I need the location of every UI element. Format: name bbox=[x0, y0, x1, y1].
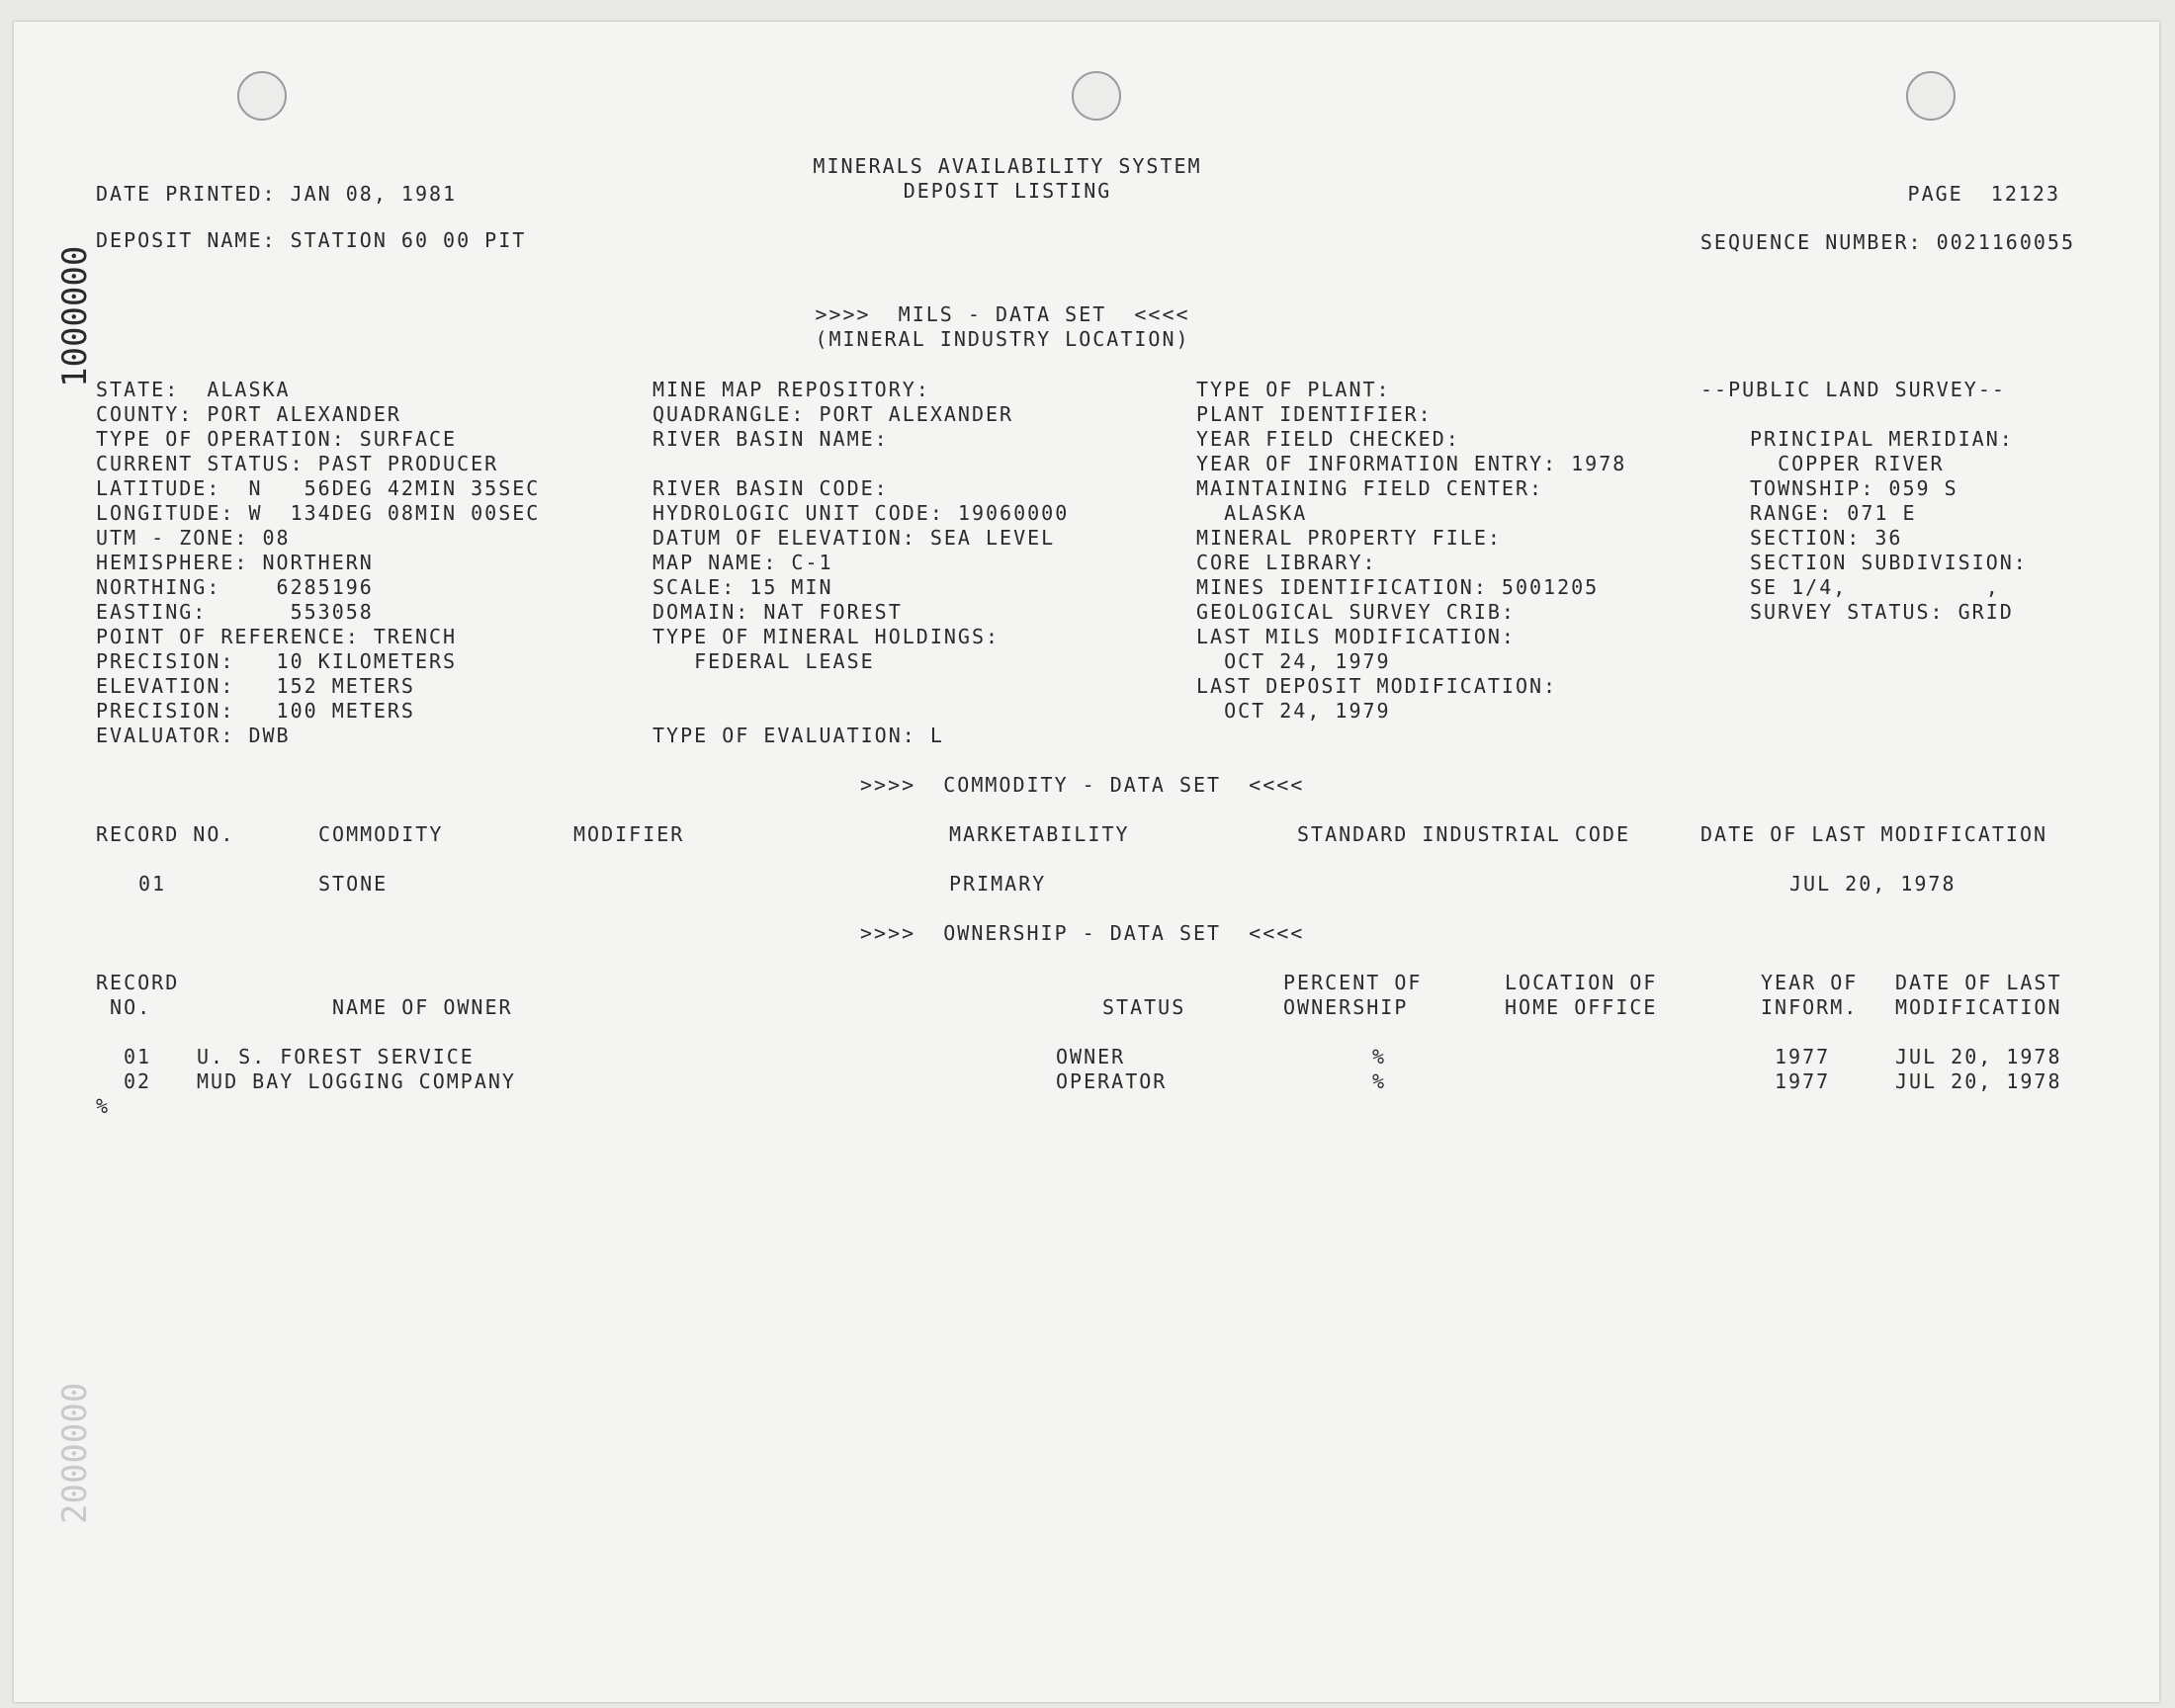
ownership-status: OPERATOR bbox=[1056, 1069, 1168, 1093]
public-land-survey-heading: --PUBLIC LAND SURVEY-- bbox=[1700, 378, 2006, 401]
mils-field: OCT 24, 1979 bbox=[1196, 699, 1391, 723]
ownership-heading: >>>> OWNERSHIP - DATA SET <<<< bbox=[860, 921, 1305, 945]
mils-heading: >>>> MILS - DATA SET <<<< bbox=[815, 302, 1190, 326]
plss-field: SE 1/4, , bbox=[1750, 575, 2000, 599]
end-of-record-marker: % bbox=[96, 1094, 111, 1118]
mils-field: DOMAIN: NAT FOREST bbox=[652, 600, 903, 624]
mils-subheading: (MINERAL INDUSTRY LOCATION) bbox=[815, 327, 1190, 351]
mils-field: PRECISION: 100 METERS bbox=[96, 699, 415, 723]
ownership-col-location: LOCATION OF HOME OFFICE bbox=[1505, 971, 1658, 1019]
ownership-year: 1977 bbox=[1775, 1045, 1831, 1068]
ownership-date: JUL 20, 1978 bbox=[1895, 1045, 2062, 1068]
mils-field: CURRENT STATUS: PAST PRODUCER bbox=[96, 452, 499, 475]
ownership-percent: % bbox=[1372, 1045, 1387, 1068]
filmstrip-number-top: 1000000 bbox=[55, 245, 95, 387]
mils-field: GEOLOGICAL SURVEY CRIB: bbox=[1196, 600, 1516, 624]
mils-field: MAINTAINING FIELD CENTER: bbox=[1196, 476, 1544, 500]
binder-hole-right bbox=[1906, 71, 1956, 121]
ownership-name: MUD BAY LOGGING COMPANY bbox=[197, 1069, 516, 1093]
binder-hole-center bbox=[1072, 71, 1121, 121]
mils-field: UTM - ZONE: 08 bbox=[96, 526, 291, 550]
mils-field: LONGITUDE: W 134DEG 08MIN 00SEC bbox=[96, 501, 541, 525]
ownership-col-status: STATUS bbox=[1102, 995, 1186, 1019]
binder-hole-left bbox=[237, 71, 287, 121]
plss-field: SECTION: 36 bbox=[1750, 526, 1903, 550]
mils-field: FEDERAL LEASE bbox=[652, 649, 875, 673]
commodity-date: JUL 20, 1978 bbox=[1789, 872, 1957, 896]
mils-field: MINE MAP REPOSITORY: bbox=[652, 378, 930, 401]
ownership-col-date: DATE OF LAST MODIFICATION bbox=[1895, 971, 2062, 1019]
mils-field: LATITUDE: N 56DEG 42MIN 35SEC bbox=[96, 476, 541, 500]
mils-field: LAST MILS MODIFICATION: bbox=[1196, 625, 1516, 648]
mils-field: YEAR OF INFORMATION ENTRY: 1978 bbox=[1196, 452, 1627, 475]
mils-field: POINT OF REFERENCE: TRENCH bbox=[96, 625, 458, 648]
mils-field: TYPE OF OPERATION: SURFACE bbox=[96, 427, 458, 451]
commodity-col-sic: STANDARD INDUSTRIAL CODE bbox=[1297, 822, 1630, 846]
ownership-record: 01 bbox=[124, 1045, 152, 1068]
mils-field: MINERAL PROPERTY FILE: bbox=[1196, 526, 1502, 550]
commodity-name: STONE bbox=[318, 872, 389, 896]
mils-field: HEMISPHERE: NORTHERN bbox=[96, 551, 374, 574]
commodity-record: 01 bbox=[138, 872, 167, 896]
mils-field: DATUM OF ELEVATION: SEA LEVEL bbox=[652, 526, 1056, 550]
mils-field: TYPE OF EVALUATION: L bbox=[652, 724, 944, 747]
commodity-marketability: PRIMARY bbox=[949, 872, 1047, 896]
commodity-col-modifier: MODIFIER bbox=[573, 822, 685, 846]
filmstrip-number-bottom: 2000000 bbox=[55, 1382, 95, 1524]
ownership-status: OWNER bbox=[1056, 1045, 1126, 1068]
ownership-name: U. S. FOREST SERVICE bbox=[197, 1045, 475, 1068]
mils-field: PRECISION: 10 KILOMETERS bbox=[96, 649, 458, 673]
plss-field: TOWNSHIP: 059 S bbox=[1750, 476, 1958, 500]
plss-field: PRINCIPAL MERIDIAN: bbox=[1750, 427, 2014, 451]
mils-field: EVALUATOR: DWB bbox=[96, 724, 291, 747]
mils-field: QUADRANGLE: PORT ALEXANDER bbox=[652, 402, 1014, 426]
sequence-number: SEQUENCE NUMBER: 0021160055 bbox=[1699, 230, 2075, 254]
mils-field: HYDROLOGIC UNIT CODE: 19060000 bbox=[652, 501, 1070, 525]
ownership-percent: % bbox=[1372, 1069, 1387, 1093]
deposit-name: DEPOSIT NAME: STATION 60 00 PIT bbox=[96, 228, 527, 252]
mils-field: ELEVATION: 152 METERS bbox=[96, 674, 415, 698]
commodity-col-record: RECORD NO. bbox=[96, 822, 235, 846]
report-subtitle: DEPOSIT LISTING bbox=[903, 179, 1112, 203]
mils-field: NORTHING: 6285196 bbox=[96, 575, 374, 599]
ownership-col-year: YEAR OF INFORM. bbox=[1761, 971, 1859, 1019]
ownership-record: 02 bbox=[124, 1069, 152, 1093]
printout-sheet bbox=[14, 22, 2159, 1702]
mils-field: COUNTY: PORT ALEXANDER bbox=[96, 402, 401, 426]
mils-field: TYPE OF MINERAL HOLDINGS: bbox=[652, 625, 1000, 648]
mils-field: RIVER BASIN NAME: bbox=[652, 427, 889, 451]
commodity-col-commodity: COMMODITY bbox=[318, 822, 444, 846]
commodity-heading: >>>> COMMODITY - DATA SET <<<< bbox=[860, 773, 1305, 797]
commodity-col-marketability: MARKETABILITY bbox=[949, 822, 1130, 846]
mils-field: LAST DEPOSIT MODIFICATION: bbox=[1196, 674, 1558, 698]
mils-field: YEAR FIELD CHECKED: bbox=[1196, 427, 1460, 451]
date-printed: DATE PRINTED: JAN 08, 1981 bbox=[96, 182, 458, 206]
page-number: PAGE 12123 bbox=[1907, 182, 2060, 206]
mils-field: ALASKA bbox=[1196, 501, 1308, 525]
mils-field: SCALE: 15 MIN bbox=[652, 575, 833, 599]
plss-field: SECTION SUBDIVISION: bbox=[1750, 551, 2028, 574]
report-title: MINERALS AVAILABILITY SYSTEM bbox=[813, 154, 1202, 178]
commodity-col-date: DATE OF LAST MODIFICATION bbox=[1700, 822, 2048, 846]
mils-field: MINES IDENTIFICATION: 5001205 bbox=[1196, 575, 1600, 599]
mils-field: RIVER BASIN CODE: bbox=[652, 476, 889, 500]
plss-field: COPPER RIVER bbox=[1750, 452, 1945, 475]
mils-field: OCT 24, 1979 bbox=[1196, 649, 1391, 673]
plss-field: SURVEY STATUS: GRID bbox=[1750, 600, 2014, 624]
mils-field: CORE LIBRARY: bbox=[1196, 551, 1377, 574]
ownership-col-percent: PERCENT OF OWNERSHIP bbox=[1283, 971, 1423, 1019]
ownership-col-name: NAME OF OWNER bbox=[332, 995, 513, 1019]
ownership-date: JUL 20, 1978 bbox=[1895, 1069, 2062, 1093]
mils-field: STATE: ALASKA bbox=[96, 378, 291, 401]
ownership-year: 1977 bbox=[1775, 1069, 1831, 1093]
ownership-col-record: RECORD NO. bbox=[96, 971, 180, 1019]
mils-field: TYPE OF PLANT: bbox=[1196, 378, 1391, 401]
plss-field: RANGE: 071 E bbox=[1750, 501, 1917, 525]
mils-field: PLANT IDENTIFIER: bbox=[1196, 402, 1433, 426]
mils-field: EASTING: 553058 bbox=[96, 600, 374, 624]
mils-field: MAP NAME: C-1 bbox=[652, 551, 833, 574]
